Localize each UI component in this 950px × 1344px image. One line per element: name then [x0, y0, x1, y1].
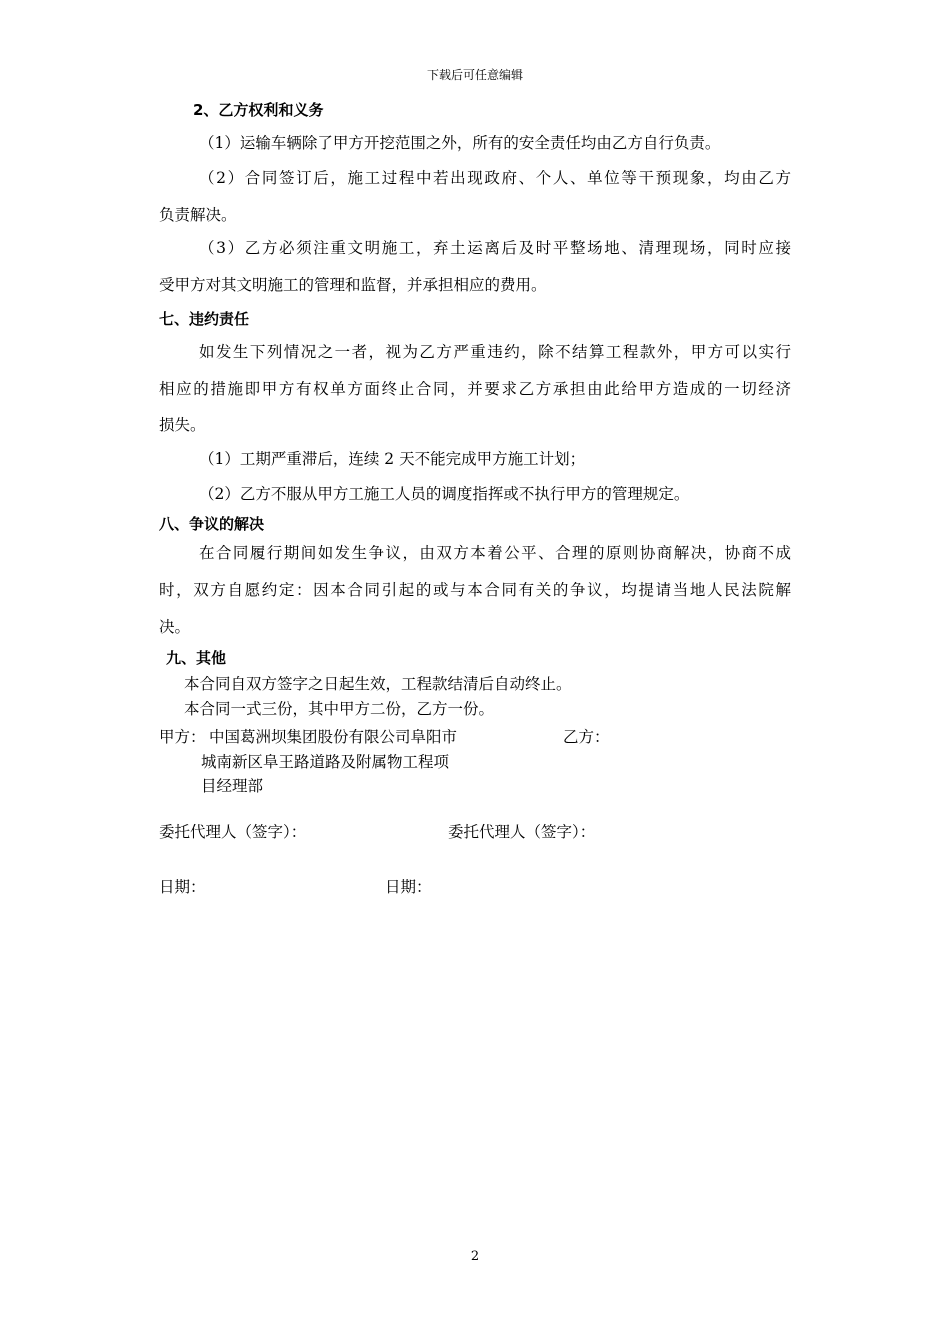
paragraph-line: 决。: [159, 618, 191, 636]
paragraph-text: （3）乙方必须注重文明施工，弃土运离后及时平整场地、清理现场，同时应接: [199, 239, 791, 257]
page-number: 2: [470, 1249, 480, 1264]
paragraph-line: （1）运输车辆除了甲方开挖范围之外，所有的安全责任均由乙方自行负责。: [199, 134, 721, 152]
section-heading-party-b-rights: 2、乙方权利和义务: [193, 101, 324, 119]
paragraph-line: 本合同自双方签字之日起生效，工程款结清后自动终止。: [184, 675, 572, 693]
paragraph-text: （2）合同签订后，施工过程中若出现政府、个人、单位等干预现象，均由乙方: [199, 169, 791, 187]
date-b: 日期：: [385, 878, 432, 896]
paragraph-line: 受甲方对其文明施工的管理和监督，并承担相应的费用。: [159, 276, 547, 294]
party-a-name-line: 目经理部: [201, 777, 264, 795]
paragraph-line: 负责解决。: [159, 206, 237, 224]
paragraph-line: 损失。: [159, 416, 206, 434]
paragraph-line: 本合同一式三份，其中甲方二份，乙方一份。: [184, 700, 495, 718]
paragraph-line: [159, 168, 791, 188]
section-heading-other: 九、其他: [166, 649, 227, 667]
party-a-name-line: 中国葛洲坝集团股份有限公司阜阳市: [209, 728, 458, 746]
paragraph-line: [159, 238, 791, 258]
list-item: （2）乙方不服从甲方工施工人员的调度指挥或不执行甲方的管理规定。: [199, 485, 690, 503]
paragraph-line: [159, 342, 791, 362]
page-header: 下载后可任意编辑: [426, 68, 523, 82]
party-b-label: 乙方：: [563, 728, 610, 746]
paragraph-line: 时，双方自愿约定：因本合同引起的或与本合同有关的争议，均提请当地人民法院解: [159, 581, 791, 599]
paragraph-line: 相应的措施即甲方有权单方面终止合同，并要求乙方承担由此给甲方造成的一切经济: [159, 380, 791, 398]
agent-signature-b: 委托代理人（签字）：: [448, 823, 596, 841]
party-a-label: 甲方：: [159, 728, 206, 746]
section-heading-breach: 七、违约责任: [159, 310, 250, 328]
party-a-name-line: 城南新区阜王路道路及附属物工程项: [201, 753, 450, 771]
agent-signature-a: 委托代理人（签字）：: [159, 823, 307, 841]
paragraph-text: 如发生下列情况之一者，视为乙方严重违约，除不结算工程款外，甲方可以实行: [199, 343, 791, 361]
paragraph-line: [159, 543, 791, 563]
list-item: （1）工期严重滞后，连续 2 天不能完成甲方施工计划；: [199, 450, 586, 468]
date-a: 日期：: [159, 878, 206, 896]
paragraph-text: 在合同履行期间如发生争议，由双方本着公平、合理的原则协商解决，协商不成: [199, 544, 791, 562]
section-heading-dispute: 八、争议的解决: [159, 515, 265, 533]
